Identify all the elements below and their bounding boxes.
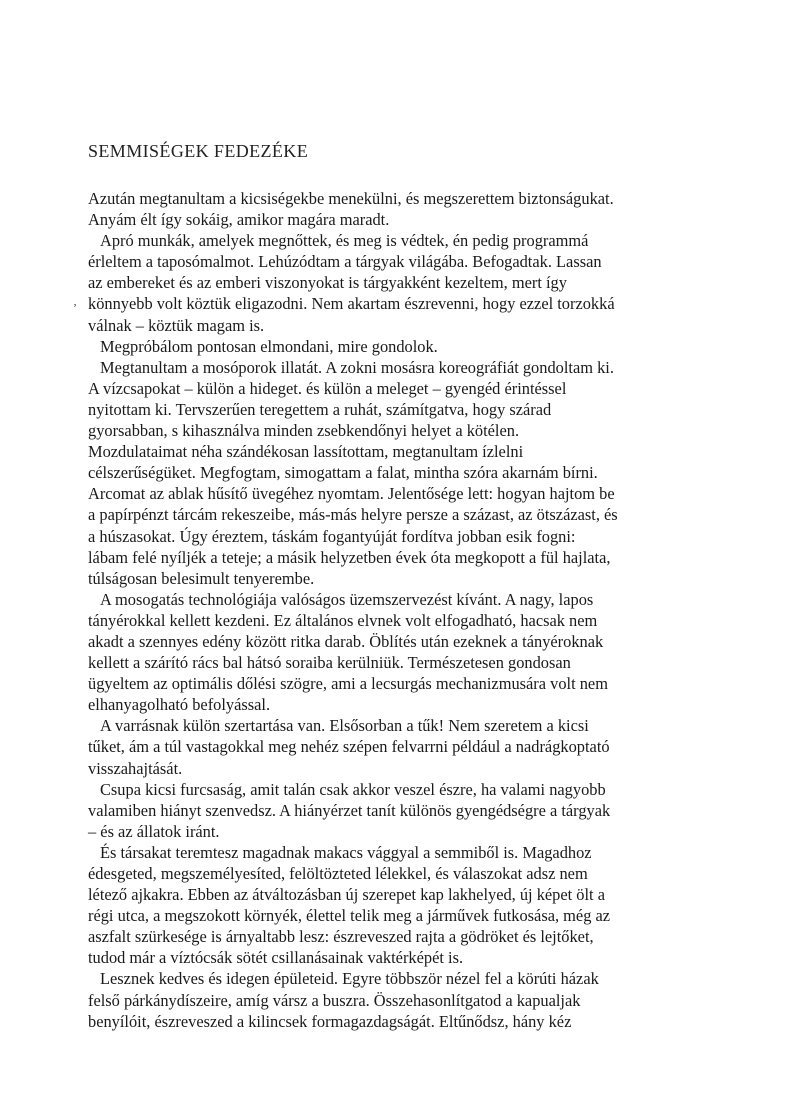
paragraph [88,779,718,842]
text-line: a papírpénzt tárcám rekeszeibe, más-más helyre persze a százast, az ötszázast, és [88,505,618,525]
text-line: érleltem a taposómalmot. Lehúzódtam a tárgyak világába. Befogadtak. Lassan [88,252,602,272]
text-line: A varrásnak külön szertartása van. Elsősorban a tűk! Nem szeretem a kicsi [100,716,589,736]
text-line: Azután megtanultam a kicsiségekbe menekülni, és megszerettem biztonságukat. [88,189,614,208]
text-line: aszfalt szürkesége is árnyaltabb lesz: észreveszed rajta a gödröket és lejtőket, [88,927,594,947]
text-line: nyitottam ki. Tervszerűen teregettem a ruhát, számítgatva, hogy szárad [88,399,552,419]
paragraph [88,715,718,778]
text-line: És társakat teremtesz magadnak makacs vággyal a semmiből is. Magadhoz [100,842,592,862]
text-line: túlságosan belesimult tenyerembe. [88,568,315,588]
text-line: tűket, ám a túl vastagokkal meg nehéz szépen felvarrni például a nadrágkoptató [88,737,610,757]
text-line: régi utca, a megszokott környék, élettel telik meg a járművek futkosása, még az [88,906,611,926]
text-line: – és az állatok iránt. [88,821,220,841]
text-line: elhanyagolható befolyással. [88,695,271,715]
text-line: könnyebb volt köztük eligazodni. Nem akartam észrevenni, hogy ezzel torzokká [88,294,615,314]
text-line: benyílóit, észreveszed a kilincsek formagazdagságát. Eltűnődsz, hány kéz [88,1011,572,1031]
text-line: Arcomat az ablak hűsítő üvegéhez nyomtam. Jelentősége lett: hogyan hajtom be [88,484,615,504]
paragraph [88,188,718,230]
text-line: Anyám élt így sokáig, amikor magára maradt. [88,210,390,230]
paragraph [88,357,718,589]
page-title: SEMMISÉGEK FEDEZÉKE [88,141,309,161]
text-line: lábam felé nyíljék a teteje; a másik helyzetben évek óta megkopott a fül hajlata, [88,547,611,567]
text-line: édesgeted, megszemélyesíted, felöltözteted lélekkel, és válaszokat adsz nem [88,864,588,883]
text-line: válnak – köztük magam is. [88,315,265,335]
document-page [73,138,718,1032]
paragraph [88,336,718,357]
text-line: tudod már a víztócsák sötét csillanásainak vaktérképét is. [88,948,464,968]
paragraph [88,589,718,716]
text-line: tányérokkal kellett kezdeni. Ez általános elvnek volt elfogadható, hacsak nem [88,610,598,630]
text-line: kellett a szárító rács bal hátsó soraiba kerülniük. Természetesen gondosan [88,653,571,673]
text-line: Mozdulataimat néha szándékosan lassítottam, megtanultam ízlelni [88,442,524,462]
paragraph [88,842,718,969]
text-line: az embereket és az emberi viszonyokat is tárgyakként kezeltem, mert így [88,273,567,293]
text-line: Apró munkák, amelyek megnőttek, és meg is védtek, én pedig programmá [100,231,589,251]
body-text [88,188,718,1032]
paragraph [88,230,718,335]
text-line: Megpróbálom pontosan elmondani, mire gondolok. [100,336,438,356]
text-line: Csupa kicsi furcsaság, amit talán csak akkor veszel észre, ha valami nagyobb [100,779,606,799]
text-line: akadt a szennyes edény között ritka darab. Öblítés után ezeknek a tányéroknak [88,631,604,651]
text-line: ügyeltem az optimális dőlési szögre, ami a lecsurgás mechanizmusára volt nem [88,674,608,694]
text-line: gyorsabban, s kihasználva minden zsebkendőnyi helyet a kötélen. [88,421,520,441]
text-line: Megtanultam a mosóporok illatát. A zokni mosásra koreográfiát gondoltam ki. [100,357,614,377]
paragraph [88,968,718,1031]
text-line: valamiben hiányt szenvedsz. A hiányérzet tanít különös gyengédségre a tárgyak [88,800,611,820]
text-line: Lesznek kedves és idegen épületeid. Egyre többször nézel fel a körúti házak [100,969,599,989]
text-line: célszerűségüket. Megfogtam, simogattam a falat, mintha szóra akarnám bírni. [88,463,598,483]
text-line: visszahajtását. [88,758,183,778]
text-line: létező ajkakra. Ebben az átváltozásban új szerepet kap lakhelyed, új képet ölt a [88,885,605,905]
text-line: A mosogatás technológiája valóságos üzemszervezést kívánt. A nagy, lapos [100,589,594,609]
text-line: A vízcsapokat – külön a hideget. és külön a meleget – gyengéd érintéssel [88,378,567,398]
margin-mark: ‚ [73,294,77,308]
text-line: felső párkánydíszeire, amíg vársz a buszra. Összehasonlítgatod a kapualjak [88,990,581,1010]
text-line: a húszasokat. Úgy éreztem, táskám fogantyúját fordítva jobban esik fogni: [88,526,576,546]
